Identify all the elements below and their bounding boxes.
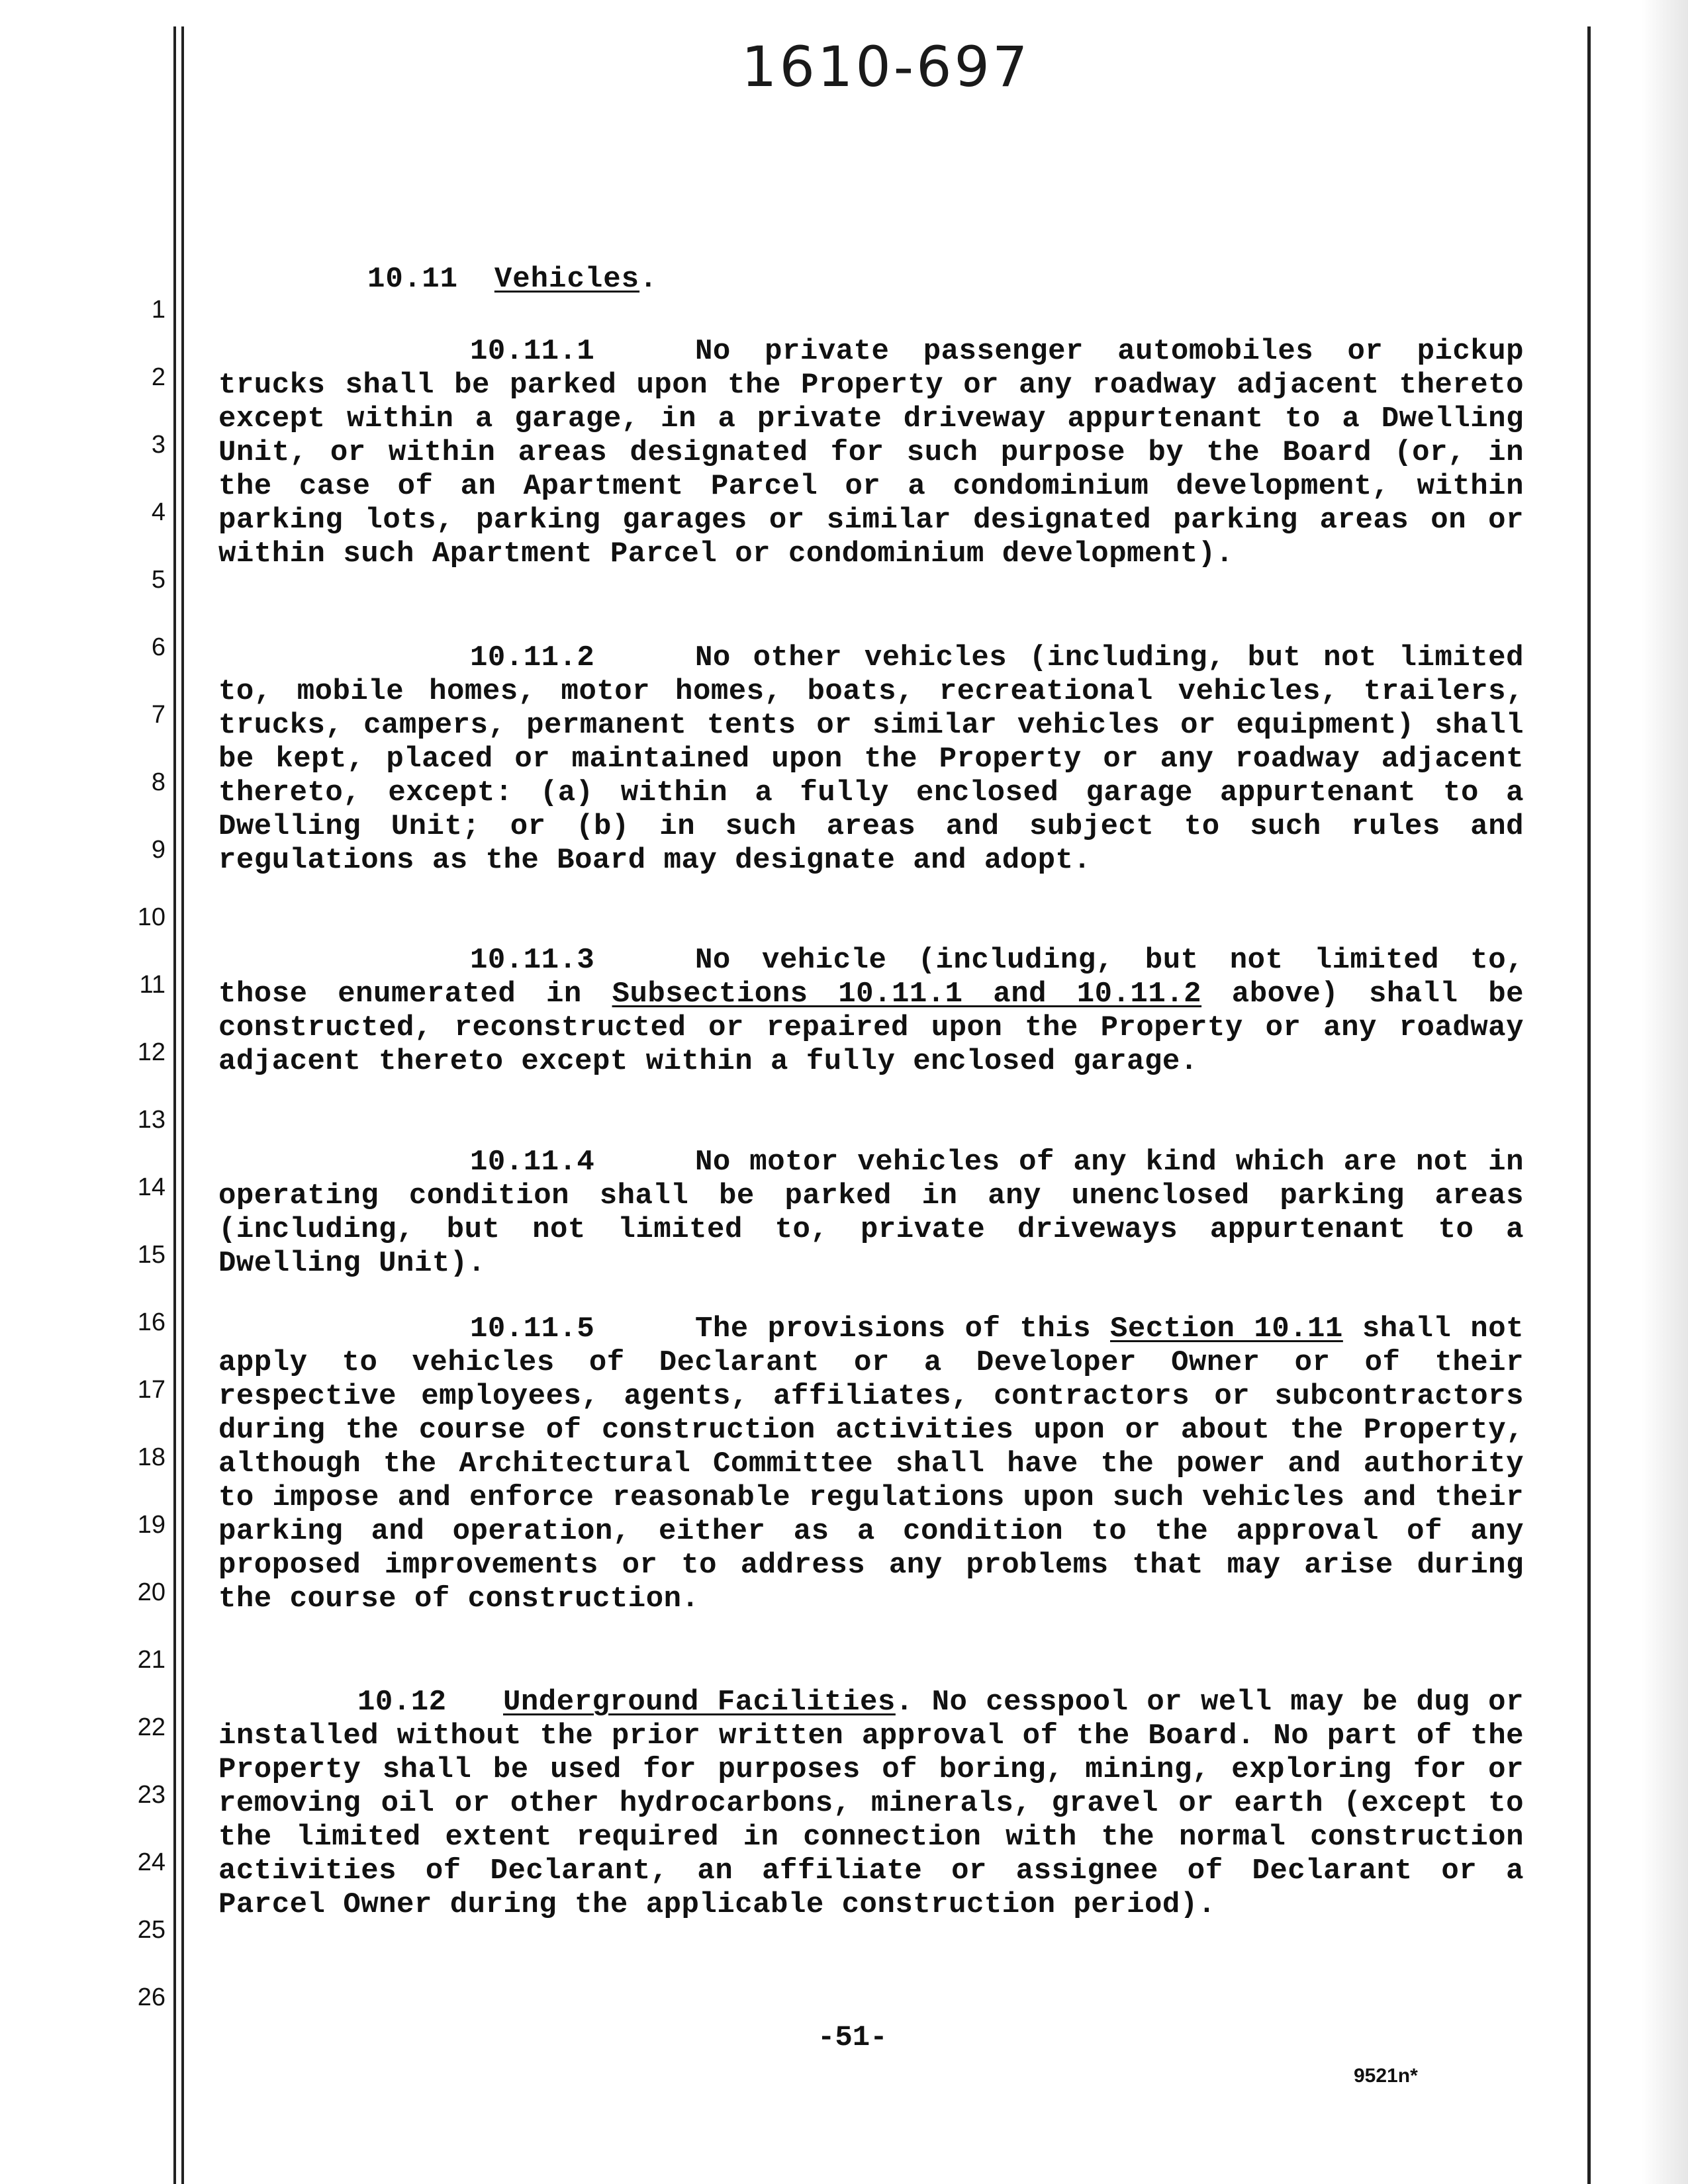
paragraph-text: above) shall be constructed, reconstructed or repaired upon the Property or any roadway adjacent thereto except within a fully enclosed garage. (218, 978, 1524, 1078)
paragraph-10-11-1 (218, 335, 1524, 571)
line-number: 17 (137, 1376, 165, 1404)
paragraph-10-12 (218, 1686, 1524, 1922)
paragraph-10-11-2 (218, 641, 1524, 878)
line-number: 8 (151, 768, 165, 796)
section-number: 10.12 (357, 1686, 447, 1719)
line-number: 10 (137, 903, 165, 931)
right-margin-rule (1587, 26, 1591, 2184)
paragraph-text: No vehicle (including, but not limited to, those enumerated in (218, 944, 1524, 1011)
section-title: Underground Facilities (503, 1686, 896, 1719)
paragraph-number: 10.11.4 (470, 1146, 595, 1179)
subsection-reference: Subsections 10.11.1 and 10.11.2 (612, 978, 1202, 1011)
section-title-period: . (639, 263, 658, 296)
line-number: 24 (137, 1848, 165, 1876)
paragraph-text: No other vehicles (including, but not limited to, mobile homes, motor homes, boats, recreational vehicles, trailers, trucks, campers, permanent tents or similar vehicles or equipment) shall be kept, placed or maintained upon the Property or any roadway adjacent thereto, except: (a) within a fully enclosed garage appurtenant to a Dwelling Unit; or (b) in such areas and subject to such rules and regulations as the Board may designate and adopt. (218, 641, 1524, 877)
line-number: 7 (151, 701, 165, 729)
line-number: 16 (137, 1308, 165, 1336)
line-number: 13 (137, 1106, 165, 1134)
left-margin-rule-inner (181, 26, 184, 2184)
line-number: 11 (139, 971, 165, 999)
line-number: 21 (137, 1646, 165, 1674)
line-number: 6 (151, 633, 165, 661)
document-id: 9521n* (1354, 2065, 1418, 2087)
line-number: 19 (137, 1511, 165, 1539)
line-number: 1 (151, 296, 165, 324)
line-number: 2 (151, 363, 165, 391)
page-number: -51- (818, 2021, 888, 2054)
line-number: 3 (151, 431, 165, 459)
paragraph-10-11-5 (218, 1312, 1524, 1616)
line-number: 26 (137, 1983, 165, 2011)
paragraph-text: . No cesspool or well may be dug or installed without the prior written approval of the Board. No part of the Property shall be used for purposes of boring, mining, exploring for or removing oil or other hydrocarbons, minerals, gravel or earth (except to the limited extent required in connection with the normal construction activities of Declarant, an affiliate or assignee of Declarant or a Parcel Owner during the applicable construction period). (218, 1686, 1524, 1921)
line-number: 5 (151, 566, 165, 594)
paragraph-number: 10.11.3 (470, 944, 595, 977)
line-number: 12 (137, 1038, 165, 1066)
section-title: Vehicles (494, 263, 640, 296)
paragraph-number: 10.11.2 (470, 641, 595, 674)
paragraph-10-11-3 (218, 944, 1524, 1079)
paragraph-text: shall not apply to vehicles of Declarant or a Developer Owner or of their respective employees, agents, affiliates, contractors or subcontractors during the course of construction activities upon or about the Property, although the Architectural Committee shall have the power and authority to impose and enforce reasonable regulations upon such vehicles and their parking and operation, either as a condition to the approval of any proposed improvements or to address any problems that may arise during the course of construction. (218, 1312, 1524, 1615)
paragraph-text: No private passenger automobiles or pickup trucks shall be parked upon the Property or any roadway adjacent thereto except within a garage, in a private driveway appurtenant to a Dwelling Unit, or within areas designated for such purpose by the Board (or, in the case of an Apartment Parcel or a condominium development, within parking lots, parking garages or similar designated parking areas on or within such Apartment Parcel or condominium development). (218, 335, 1524, 570)
paragraph-10-11-4 (218, 1146, 1524, 1281)
section-heading (367, 263, 657, 296)
line-number: 20 (137, 1578, 165, 1606)
line-number: 14 (137, 1173, 165, 1201)
recording-stamp: 1610-697 (741, 34, 1031, 99)
left-margin-rule-outer (173, 26, 176, 2184)
line-number: 15 (137, 1241, 165, 1269)
line-number: 22 (137, 1713, 165, 1741)
line-number: 25 (137, 1916, 165, 1944)
paragraph-number: 10.11.5 (470, 1312, 595, 1345)
paragraph-text: No motor vehicles of any kind which are not in operating condition shall be parked in any unenclosed parking areas (including, but not limited to, private driveways appurtenant to a Dwelling Unit). (218, 1146, 1524, 1280)
paragraph-text: The provisions of this (695, 1312, 1092, 1345)
section-reference: Section 10.11 (1110, 1312, 1343, 1345)
paragraph-number: 10.11.1 (470, 335, 595, 368)
scan-edge-shadow (1642, 0, 1688, 2184)
line-number: 23 (137, 1781, 165, 1809)
section-number: 10.11 (367, 263, 459, 296)
line-number: 9 (151, 836, 165, 864)
line-number: 18 (137, 1443, 165, 1471)
line-number: 4 (151, 498, 165, 526)
